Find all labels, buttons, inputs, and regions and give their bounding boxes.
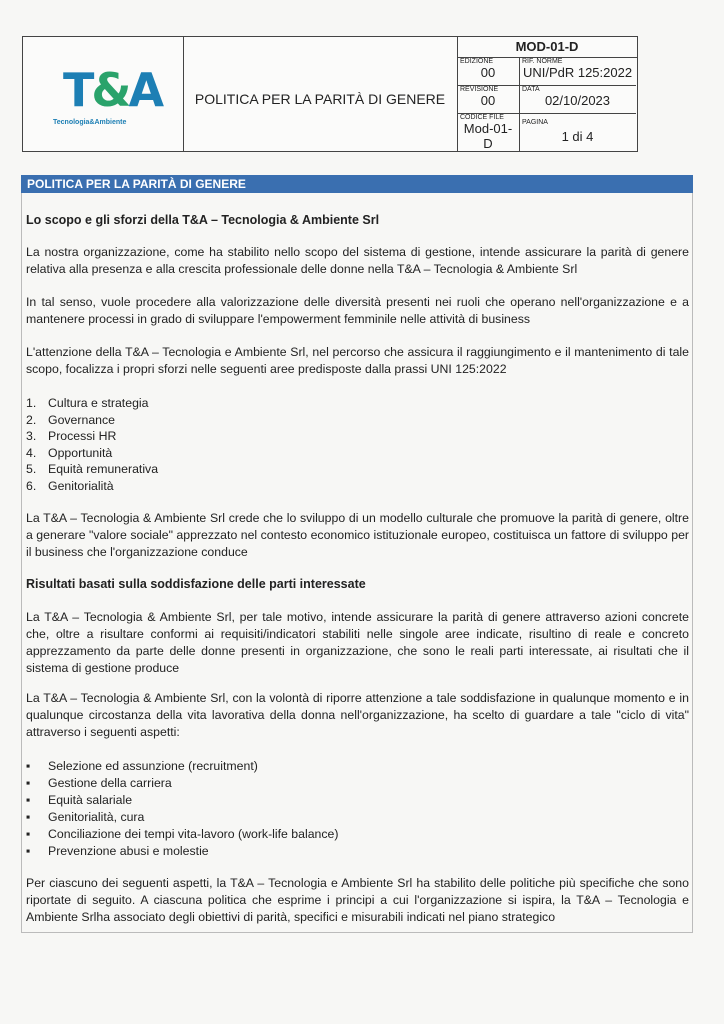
paragraph-4: La T&A – Tecnologia & Ambiente Srl crede che lo sviluppo di un modello culturale che promuove la parità di genere, oltre a generare "valore sociale" apprezzato nel contesto economico istituzionale europeo, costituisca un fattore di sviluppo per il business che l'organizzazione conduce xyxy=(26,511,689,559)
document-header xyxy=(22,36,638,152)
document-title: POLITICA PER LA PARITÀ DI GENERE xyxy=(194,91,446,107)
title-cell xyxy=(183,37,458,151)
logo-subtitle: Tecnologia&Ambiente xyxy=(53,119,127,126)
list-item: 3. Processi HR xyxy=(26,429,117,443)
paragraph-5: La T&A – Tecnologia & Ambiente Srl, per tale motivo, intende assicurare la parità di genere attraverso azioni concrete che, oltre a risultare conformi ai requisiti/indicatori stabiliti nelle singole aree indicate, risultino di reale e concreto apprezzamento da parte delle donne presenti in organizzazione, che sono le reali parti interessate, ai risultati che il sistema di gestione produce xyxy=(26,610,689,675)
list-item: 2. Governance xyxy=(26,412,115,427)
list-item: 1. Cultura e strategia xyxy=(26,396,149,410)
bullet-item: ▪ Prevenzione abusi e molestie xyxy=(26,844,209,858)
bullet-item: ▪ Equità salariale xyxy=(26,793,133,807)
edizione-cell: EDIZIONE 00 xyxy=(457,57,520,86)
meta-table xyxy=(457,37,637,151)
list-item: 5. Equità remunerativa xyxy=(26,462,159,476)
heading-scope: Lo scopo e gli sforzi della T&A – Tecnologia & Ambiente Srl xyxy=(26,213,380,227)
pagina-cell: PAGINA 1 di 4 xyxy=(522,119,594,144)
revisione-cell: REVISIONE 00 xyxy=(457,85,520,114)
heading-results: Risultati basati sulla soddisfazione delle parti interessate xyxy=(26,577,366,591)
bullet-item: ▪ Conciliazione dei tempi vita-lavoro (work-life balance) xyxy=(26,827,339,841)
bullet-item: ▪ Genitorialità, cura xyxy=(26,810,145,824)
codice-cell: CODICE FILE Mod-01- D xyxy=(457,113,520,151)
section-title-bar: POLITICA PER LA PARITÀ DI GENERE xyxy=(21,175,693,193)
paragraph-7: Per ciascuno dei seguenti aspetti, la T&A – Tecnologia e Ambiente Srl ha stabilito delle politiche più specifiche che sono riportate di seguito. A ciascuna politica che esprime i principi a cui l'organizzazione si ispira, la T&A – Tecnologia e Ambiente Srlha associato degli obiettivi di parità, specifici e misurabili indicati nel piano strategico xyxy=(26,876,689,924)
paragraph-2: In tal senso, vuole procedere alla valorizzazione delle diversità presenti nei ruoli che operano nell'organizzazione e a mantenere processi in grado di sviluppare l'empowerment femminile nelle attività di business xyxy=(26,295,689,326)
rif-cell: RIF. NORME UNI/PdR 125:2022 xyxy=(519,57,636,86)
paragraph-1: La nostra organizzazione, come ha stabilito nello scopo del sistema di gestione, intende assicurare la parità di genere relativa alla presenza e alla crescita professionale delle donne nella T&A – Tecnologia & Ambiente Srl xyxy=(26,245,689,276)
paragraph-3: L'attenzione della T&A – Tecnologia e Ambiente Srl, nel percorso che assicura il raggiungimento e il mantenimento di tale scopo, focalizza i propri sforzi nelle seguenti aree predisposte dalla prassi UNI 125:2022 xyxy=(26,345,689,376)
data-cell: DATA 02/10/2023 xyxy=(519,85,636,114)
module-code: MOD-01-D xyxy=(457,37,637,58)
logo-cell xyxy=(23,37,184,151)
paragraph-6: La T&A – Tecnologia & Ambiente Srl, con la volontà di riporre attenzione a tale soddisfazione in qualunque momento e in qualunque circostanza della vita lavorativa della donna nell'organizzazione, ha scelto di guardare a tale "ciclo di vita" attraverso i seguenti aspetti: xyxy=(26,691,689,739)
company-logo: T&A xyxy=(63,63,162,117)
bullet-item: ▪ Selezione ed assunzione (recruitment) xyxy=(26,759,258,773)
list-item: 6. Genitorialità xyxy=(26,478,114,493)
bullet-item: ▪ Gestione della carriera xyxy=(26,776,172,790)
list-item: 4. Opportunità xyxy=(26,445,113,460)
